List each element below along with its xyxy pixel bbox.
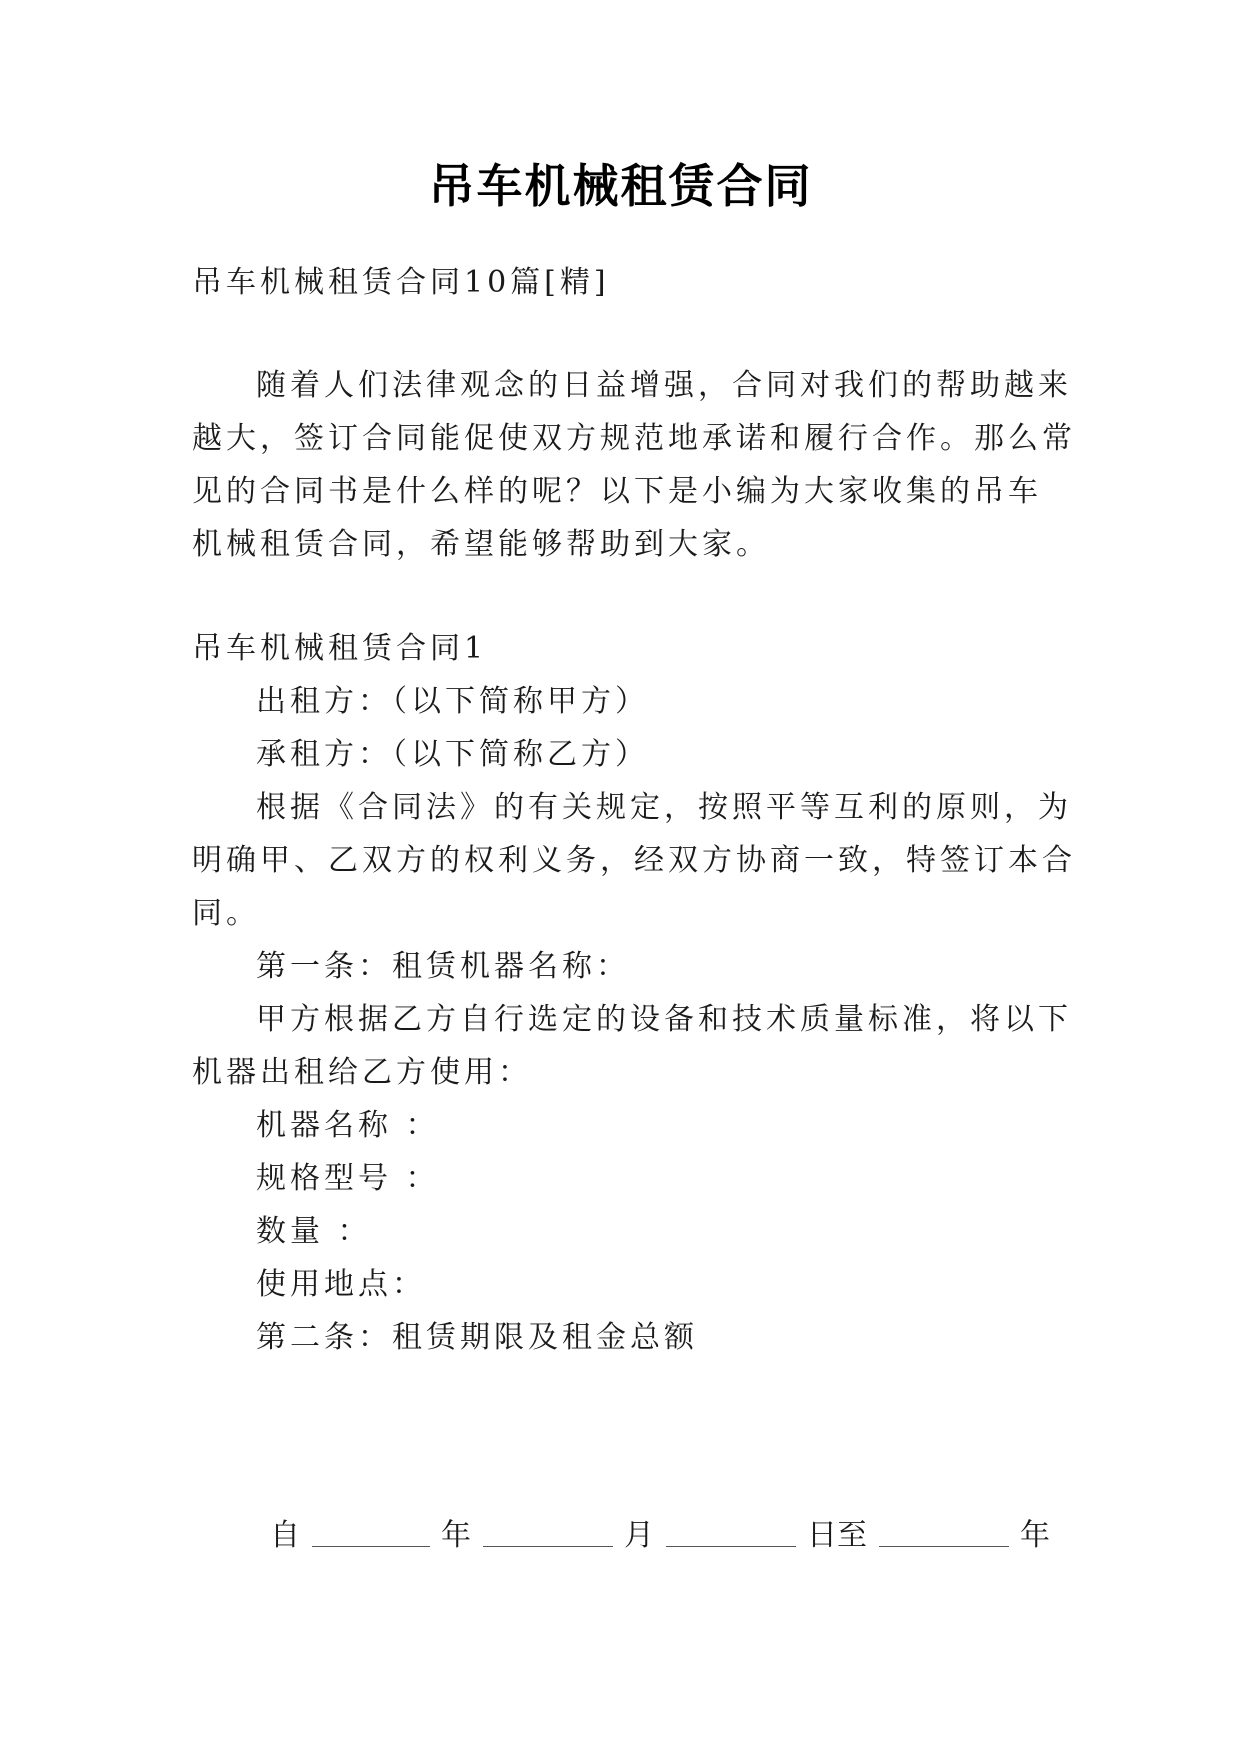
period-from-label: 自 — [270, 1518, 300, 1553]
article1-line-2: 机器出租给乙方使用： — [192, 1055, 532, 1090]
contract-heading: 吊车机械租赁合同1 — [192, 631, 488, 666]
field-location: 使用地点： — [256, 1267, 426, 1302]
article1-title: 第一条：租赁机器名称： — [256, 949, 630, 984]
intro-line-4: 机械租赁合同，希望能够帮助到大家。 — [192, 527, 770, 562]
preamble-line-3: 同。 — [192, 896, 260, 931]
rental-period-line — [270, 1518, 1050, 1554]
period-start-day-blank — [666, 1518, 796, 1547]
period-start-month-blank — [483, 1518, 613, 1547]
period-month-label: 月 — [624, 1518, 654, 1553]
preamble-line-1: 根据《合同法》的有关规定，按照平等互利的原则，为 — [256, 790, 1072, 825]
intro-line-3: 见的合同书是什么样的呢？以下是小编为大家收集的吊车 — [192, 474, 1042, 509]
period-start-year-blank — [312, 1518, 430, 1547]
period-year-label: 年 — [441, 1518, 471, 1553]
preamble-line-2: 明确甲、乙双方的权利义务，经双方协商一致，特签订本合 — [192, 843, 1076, 878]
intro-line-1: 随着人们法律观念的日益增强，合同对我们的帮助越来 — [256, 368, 1072, 403]
article2-title: 第二条：租赁期限及租金总额 — [256, 1320, 698, 1355]
period-year2-label: 年 — [1020, 1518, 1050, 1553]
field-model: 规格型号 ： — [256, 1161, 440, 1196]
field-quantity: 数量 ： — [256, 1214, 372, 1249]
field-machine-name: 机器名称 ： — [256, 1108, 440, 1143]
document-title: 吊车机械租赁合同 — [428, 159, 813, 213]
lessor-line: 出租方：（以下简称甲方） — [256, 684, 649, 719]
document-subtitle: 吊车机械租赁合同10篇[精] — [192, 265, 610, 300]
article1-line-1: 甲方根据乙方自行选定的设备和技术质量标准，将以下 — [256, 1002, 1072, 1037]
intro-line-2: 越大，签订合同能促使双方规范地承诺和履行合作。那么常 — [192, 421, 1076, 456]
lessee-line: 承租方：（以下简称乙方） — [256, 737, 649, 772]
period-end-year-blank — [879, 1518, 1009, 1547]
period-day-to-label: 日至 — [807, 1518, 867, 1553]
